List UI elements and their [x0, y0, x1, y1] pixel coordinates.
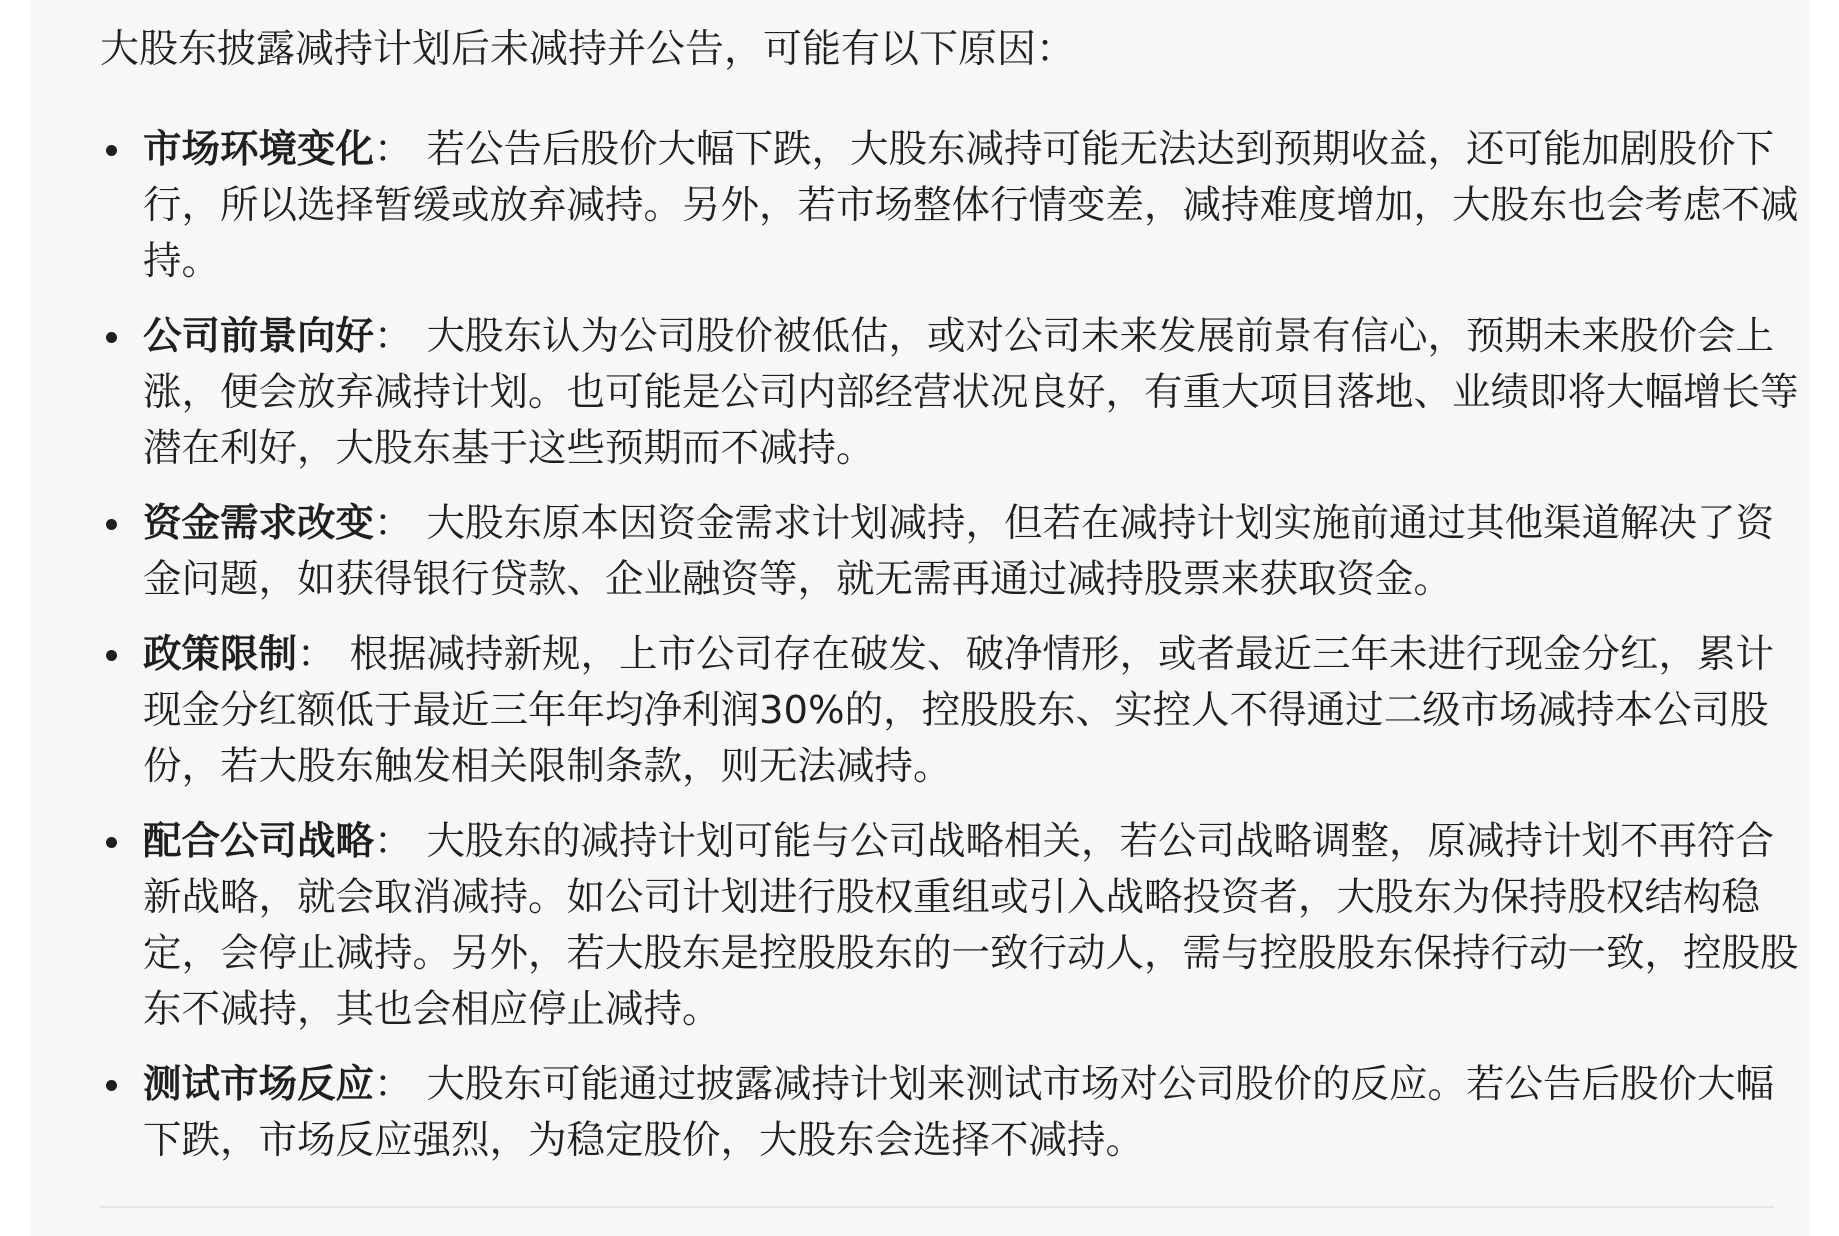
bullet-dot-icon	[106, 145, 117, 156]
reason-colon: ：	[374, 314, 413, 359]
bottom-divider	[100, 1206, 1774, 1208]
bullet-dot-icon	[106, 332, 117, 343]
reason-item	[100, 496, 1800, 608]
reason-title: 配合公司战略	[143, 819, 375, 864]
reason-item	[100, 122, 1800, 290]
reason-title: 公司前景向好	[143, 314, 375, 359]
message-card	[30, 0, 1810, 1236]
reason-text: 大股东原本因资金需求计划减持，但若在减持计划实施前通过其他渠道解决了资金问题，如获得银行贷款、企业融资等，就无需再通过减持股票来获取资金。	[143, 501, 1775, 602]
reason-title: 市场环境变化	[143, 127, 375, 172]
message-content	[100, 22, 1800, 1188]
reason-text: 大股东的减持计划可能与公司战略相关，若公司战略调整，原减持计划不再符合新战略，就会取消减持。如公司计划进行股权重组或引入战略投资者，大股东为保持股权结构稳定，会停止减持。另外，若大股东是控股股东的一致行动人，需与控股股东保持行动一致，控股股东不减持，其也会相应停止减持。	[143, 819, 1799, 1032]
reason-item	[100, 1057, 1800, 1169]
reason-item	[100, 814, 1800, 1038]
reason-text: 若公告后股价大幅下跌，大股东减持可能无法达到预期收益，还可能加剧股价下行，所以选择暂缓或放弃减持。另外，若市场整体行情变差，减持难度增加，大股东也会考虑不减持。	[143, 127, 1799, 284]
reason-colon: ：	[374, 1062, 413, 1107]
bullet-dot-icon	[106, 837, 117, 848]
reason-title: 政策限制	[143, 632, 298, 677]
reason-colon: ：	[374, 819, 413, 864]
reason-text: 大股东可能通过披露减持计划来测试市场对公司股价的反应。若公告后股价大幅下跌，市场反应强烈，为稳定股价，大股东会选择不减持。	[143, 1062, 1775, 1163]
reason-colon: ：	[297, 632, 336, 677]
reason-colon: ：	[374, 127, 413, 172]
bullet-dot-icon	[106, 519, 117, 530]
intro-text: 大股东披露减持计划后未减持并公告，可能有以下原因：	[100, 27, 1076, 72]
reason-title: 测试市场反应	[143, 1062, 375, 1107]
reason-item	[100, 627, 1800, 795]
reason-title: 资金需求改变	[143, 501, 375, 546]
reason-colon: ：	[374, 501, 413, 546]
reason-text: 根据减持新规，上市公司存在破发、破净情形，或者最近三年未进行现金分红，累计现金分红额低于最近三年年均净利润30%的，控股股东、实控人不得通过二级市场减持本公司股份，若大股东触发相关限制条款，则无法减持。	[143, 632, 1775, 789]
reason-text: 大股东认为公司股价被低估，或对公司未来发展前景有信心，预期未来股价会上涨，便会放弃减持计划。也可能是公司内部经营状况良好，有重大项目落地、业绩即将大幅增长等潜在利好，大股东基于这些预期而不减持。	[143, 314, 1799, 471]
reasons-list	[100, 122, 1800, 1169]
reason-item	[100, 309, 1800, 477]
bullet-dot-icon	[106, 1080, 117, 1091]
bullet-dot-icon	[106, 650, 117, 661]
